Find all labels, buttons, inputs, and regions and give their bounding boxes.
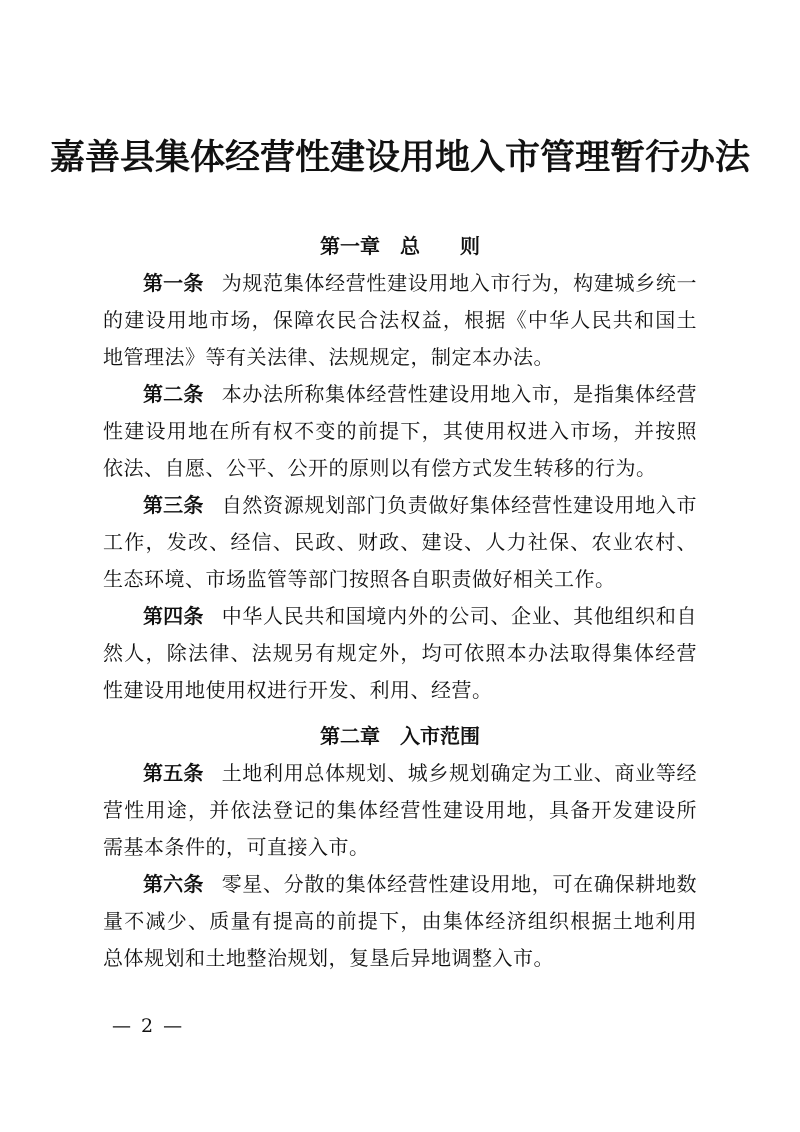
article-number: 第四条 [143,604,204,628]
article-1 [103,265,697,376]
article-text: 零星、分散的集体经营性建设用地，可在确保耕地数量不减少、质量有提高的前提下，由集体经济组织根据土地利用总体规划和土地整治规划，复垦后异地调整入市。 [103,872,698,970]
article-text: 为规范集体经营性建设用地入市行为，构建城乡统一的建设用地市场，保障农民合法权益，根据《中华人民共和国土地管理法》等有关法律、法规规定，制定本办法。 [103,271,698,369]
article-number: 第一条 [143,271,204,295]
chapter-heading-2: 第二章 入市范围 [320,724,480,748]
article-number: 第六条 [143,872,204,896]
article-number: 第三条 [143,493,204,517]
article-text: 自然资源规划部门负责做好集体经营性建设用地入市工作，发改、经信、民政、财政、建设、人力社保、农业农村、生态环境、市场监管等部门按照各自职责做好相关工作。 [103,493,698,591]
article-4 [103,598,697,709]
chapter-heading-1: 第一章 总 则 [320,234,480,258]
article-text: 中华人民共和国境内外的公司、企业、其他组织和自然人，除法律、法规另有规定外，均可依照本办法取得集体经营性建设用地使用权进行开发、利用、经营。 [103,604,698,702]
article-text: 本办法所称集体经营性建设用地入市，是指集体经营性建设用地在所有权不变的前提下，其使用权进入市场，并按照依法、自愿、公平、公开的原则以有偿方式发生转移的行为。 [103,382,698,480]
article-number: 第二条 [143,382,204,406]
article-2 [103,376,697,487]
document-body [103,228,697,977]
article-text: 土地利用总体规划、城乡规划确定为工业、商业等经营性用途，并依法登记的集体经营性建设用地，具备开发建设所需基本条件的，可直接入市。 [103,761,698,859]
article-number: 第五条 [143,761,204,785]
article-6 [103,866,697,977]
document-title: 嘉善县集体经营性建设用地入市管理暂行办法 [49,137,750,178]
page-number: — 2 — [112,1015,185,1037]
article-3 [103,487,697,598]
article-5 [103,755,697,866]
